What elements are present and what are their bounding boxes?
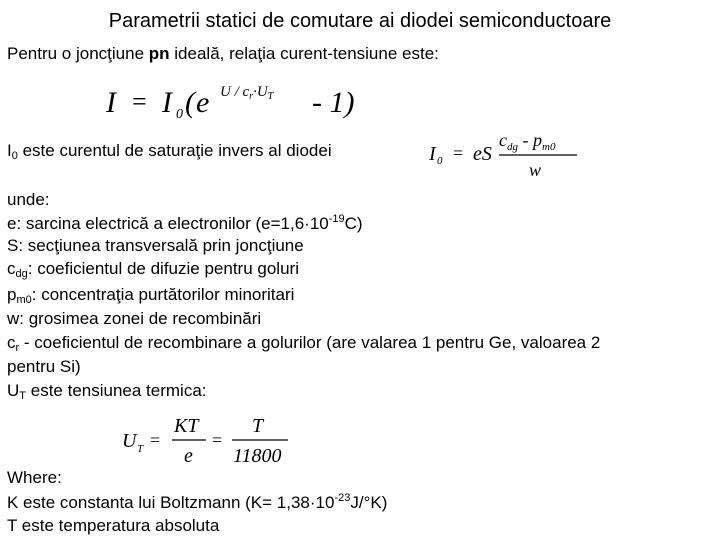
thermal-voltage-equation xyxy=(118,410,298,470)
def-S: S: secţiunea transversală prin joncţiune xyxy=(7,236,304,255)
eq2-equals: = xyxy=(453,143,464,163)
intro-before: Pentru o joncţiune xyxy=(7,44,149,63)
def-e: e: sarcina electrică a electronilor $(e=1,6\cdot 10^{-19}C)$ xyxy=(7,213,363,233)
saturation-current-equation xyxy=(425,122,585,182)
intro-text xyxy=(7,44,439,64)
eq3-e: e xyxy=(184,445,193,467)
intro-after: ideală, relaţia curent-tensiune este: xyxy=(169,44,439,63)
page-title: Parametrii statici de comutare ai diodei semiconductoare xyxy=(108,10,612,32)
eq3-denominator: 11800 xyxy=(233,445,282,467)
def-ut: $U_T$ este tensiunea termica: xyxy=(7,381,207,402)
eq3-U-sub: T xyxy=(137,443,144,455)
eq1-minus-one: - 1) xyxy=(312,86,355,119)
eq3-T: T xyxy=(252,415,264,437)
eq2-denominator: w xyxy=(529,160,542,180)
eq1-I: I xyxy=(106,86,116,119)
eq2-eS: eS xyxy=(473,143,492,165)
eq2-I: I xyxy=(429,143,436,165)
where-label: Where: xyxy=(7,468,62,487)
eq1-paren: ( xyxy=(185,86,195,119)
def-w: w: grosimea zonei de recombinări xyxy=(7,309,262,328)
saturation-current-text: $I_0$ este curentul de saturaţie invers al diodei xyxy=(7,141,332,162)
eq3-equals-2: = xyxy=(212,430,223,450)
eq1-I0-sub: 0 xyxy=(176,107,183,122)
eq1-equals: = xyxy=(132,87,147,116)
eq3-U: U xyxy=(122,430,137,452)
where-t: T este temperatura absoluta xyxy=(7,516,220,535)
current-voltage-equation xyxy=(100,74,370,124)
eq1-e: e xyxy=(196,86,210,119)
eq1-I0: I xyxy=(162,86,172,119)
def-pm0: $p_{m0}$: concentraţia purtătorilor minoritari xyxy=(7,285,295,306)
intro-bold: pn xyxy=(148,44,170,63)
eq2-I-sub: 0 xyxy=(437,155,443,167)
eq1-exponent: $U / c_r\cdot U_T$ xyxy=(220,84,274,102)
eq3-equals-1: = xyxy=(150,430,161,450)
eq3-KT: KT xyxy=(174,415,199,437)
where-k: K este constanta lui Boltzmann $(K= 1,38\cdot 10^{-23}J/^\circ K)$ xyxy=(7,492,388,512)
def-cr-cont: pentru Si) xyxy=(7,357,81,376)
eq2-numerator: $c_{dg} - p_{m0}$ xyxy=(499,130,556,153)
def-cdg: $c_{dg}$: coeficientul de difuzie pentru goluri xyxy=(7,259,299,280)
def-unde: unde: xyxy=(7,190,50,209)
def-cr: $c_r$ - coeficientul de recombinare a golurilor (are valarea 1 pentru Ge, valoarea 2 xyxy=(7,333,601,354)
